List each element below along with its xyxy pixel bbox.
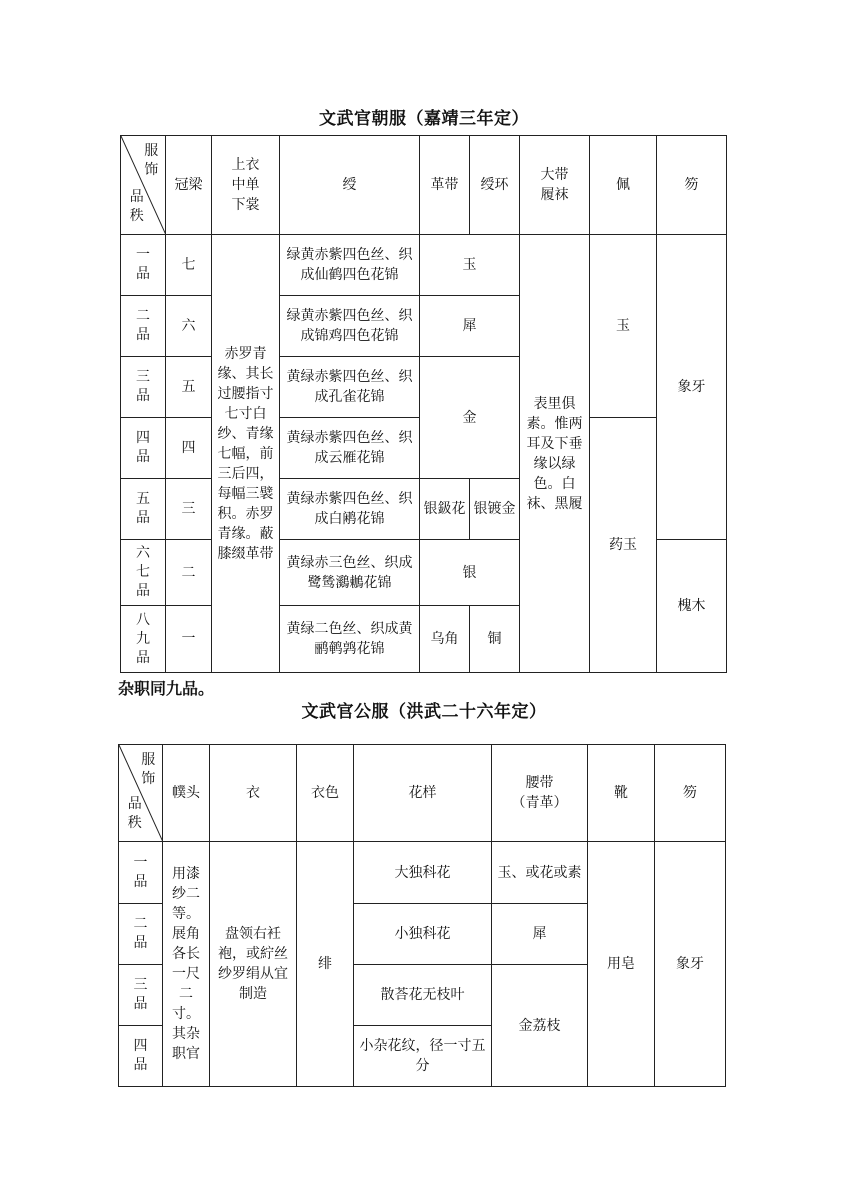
huayang-cell: 大独科花 xyxy=(354,842,492,904)
header-yishang: 上衣 中单 下裳 xyxy=(212,136,280,235)
rank-cell: 四品 xyxy=(121,418,166,479)
header-shou: 绶 xyxy=(280,136,420,235)
rank-cell: 四品 xyxy=(119,1026,163,1087)
header-pei: 佩 xyxy=(590,136,657,235)
hu-huaimu-cell: 槐木 xyxy=(657,540,727,673)
header-gedai: 革带 xyxy=(420,136,470,235)
rank-cell: 一品 xyxy=(119,842,163,904)
rank-cell: 五品 xyxy=(121,479,166,540)
huayang-cell: 小独科花 xyxy=(354,904,492,965)
shouhuan-cell: 铜 xyxy=(470,606,520,673)
shou-cell: 黄绿赤紫四色丝、织成云雁花锦 xyxy=(280,418,420,479)
official-dress-table xyxy=(118,744,726,1087)
header-yise: 衣色 xyxy=(297,745,354,842)
gedai-cell: 乌角 xyxy=(420,606,470,673)
header-hu: 笏 xyxy=(657,136,727,235)
belt-yin-cell: 银 xyxy=(420,540,520,606)
rank-cell: 一品 xyxy=(121,235,166,296)
corner-bottom-label: 品秩 xyxy=(129,189,144,224)
yi-cell: 盘领右衽袍，或紵丝纱罗绢从宜制造 xyxy=(210,842,297,1087)
table2-corner-header xyxy=(119,745,163,842)
table2-title: 文武官公服（洪武二十六年定） xyxy=(301,702,547,722)
huayang-cell: 散荅花无枝叶 xyxy=(354,965,492,1026)
dadai-cell: 表里俱素。惟两耳及下垂缘以绿色。白袜、黑履 xyxy=(520,235,590,673)
hu-cell: 象牙 xyxy=(655,842,726,1087)
liang-cell: 七 xyxy=(166,235,212,296)
xue-cell: 用皂 xyxy=(588,842,655,1087)
pei-yaoyu-cell: 药玉 xyxy=(590,418,657,673)
header-guanliang: 冠梁 xyxy=(166,136,212,235)
corner-top-label: 服饰 xyxy=(144,143,159,178)
footnote: 杂职同九品。 xyxy=(118,679,215,698)
rank-cell: 三品 xyxy=(121,357,166,418)
futou-cell: 用漆纱二等。展角各长一尺二寸。其杂职官 xyxy=(163,842,210,1087)
yaodai-cell: 犀 xyxy=(492,904,588,965)
liang-cell: 一 xyxy=(166,606,212,673)
header-shouhuan: 绶环 xyxy=(470,136,520,235)
liang-cell: 六 xyxy=(166,296,212,357)
table1-title: 文武官朝服（嘉靖三年定） xyxy=(319,109,529,129)
rank-cell: 三品 xyxy=(119,965,163,1026)
corner-bottom-label: 品秩 xyxy=(127,796,142,831)
rank-cell: 二品 xyxy=(119,904,163,965)
header-dadai: 大带 履袜 xyxy=(520,136,590,235)
shouhuan-cell: 银镀金 xyxy=(470,479,520,540)
yishang-cell: 赤罗青缘、其长过腰指寸七寸白纱、青缘 七幅，前三后四，每幅三襞积。赤罗青缘。蔽膝缀革带 xyxy=(212,235,280,673)
liang-cell: 四 xyxy=(166,418,212,479)
liang-cell: 三 xyxy=(166,479,212,540)
header-futou: 幞头 xyxy=(163,745,210,842)
shou-cell: 黄绿赤紫四色丝、织成白鹇花锦 xyxy=(280,479,420,540)
shou-cell: 绿黄赤紫四色丝、织成锦鸡四色花锦 xyxy=(280,296,420,357)
belt-jin-cell: 金 xyxy=(420,357,520,479)
hu-xiangya-cell: 象牙 xyxy=(657,235,727,540)
header-yi: 衣 xyxy=(210,745,297,842)
rank-cell: 二品 xyxy=(121,296,166,357)
gedai-cell: 银鈒花 xyxy=(420,479,470,540)
header-huayang: 花样 xyxy=(354,745,492,842)
belt-yu-cell: 玉 xyxy=(420,235,520,296)
shou-cell: 黄绿赤紫四色丝、织成孔雀花锦 xyxy=(280,357,420,418)
yise-cell: 绯 xyxy=(297,842,354,1087)
liang-cell: 二 xyxy=(166,540,212,606)
huayang-cell: 小杂花纹，径一寸五分 xyxy=(354,1026,492,1087)
shou-cell: 黄绿赤三色丝、织成鹭鸶鸂鶒花锦 xyxy=(280,540,420,606)
pei-yu-cell: 玉 xyxy=(590,235,657,418)
table1-corner-header xyxy=(121,136,166,235)
header-xue: 靴 xyxy=(588,745,655,842)
rank-cell: 八九品 xyxy=(121,606,166,673)
rank-cell: 六七品 xyxy=(121,540,166,606)
corner-top-label: 服饰 xyxy=(141,752,156,787)
court-dress-table xyxy=(120,135,727,673)
header-hu: 笏 xyxy=(655,745,726,842)
shou-cell: 绿黄赤紫四色丝、织成仙鹤四色花锦 xyxy=(280,235,420,296)
belt-xi-cell: 犀 xyxy=(420,296,520,357)
yaodai-cell: 玉、或花或素 xyxy=(492,842,588,904)
shou-cell: 黄绿二色丝、织成黄鹂鹌鹑花锦 xyxy=(280,606,420,673)
header-yaodai: 腰带 （青革） xyxy=(492,745,588,842)
liang-cell: 五 xyxy=(166,357,212,418)
yaodai-cell: 金荔枝 xyxy=(492,965,588,1087)
